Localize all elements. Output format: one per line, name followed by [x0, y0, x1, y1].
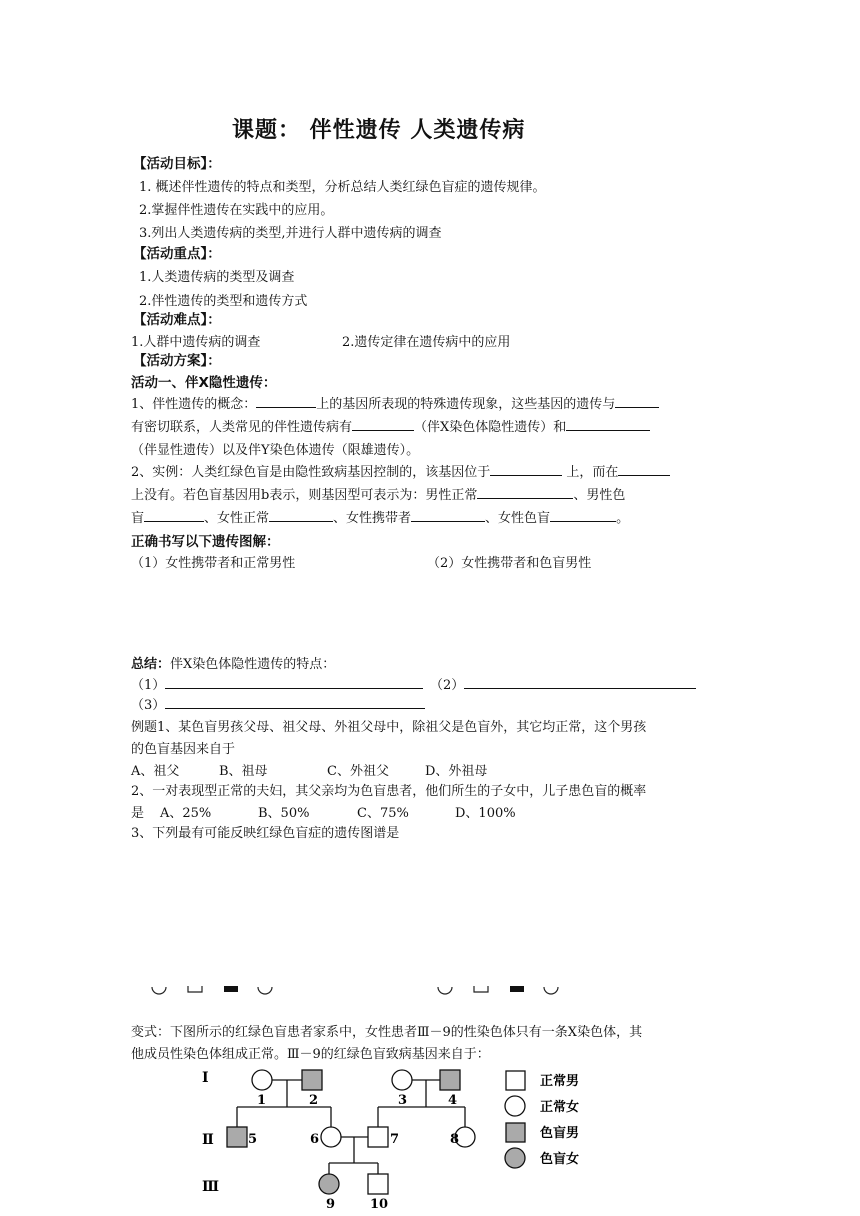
summary-item-2	[430, 674, 696, 693]
num-9: 9	[326, 1197, 336, 1210]
num-5: 5	[248, 1132, 258, 1147]
member-3-normal-female	[392, 1070, 412, 1090]
num-7: 7	[390, 1132, 400, 1147]
num-6: 6	[310, 1132, 320, 1147]
key-point-1: 1.人类遗传病的类型及调查	[139, 270, 295, 285]
q2-prefix: 是	[131, 806, 145, 821]
blank-5[interactable]	[490, 463, 562, 476]
circle-fragment-3	[438, 987, 452, 994]
goal-item-3: 3.列出人类遗传病的类型,并进行人群中遗传病的调查	[139, 226, 442, 241]
summary-label: 总结：	[131, 657, 171, 672]
example-line-1	[131, 461, 670, 480]
legend-colorblind-female-icon	[505, 1148, 525, 1168]
q1-option-a[interactable]: A、祖父	[131, 764, 180, 779]
q2-option-a[interactable]: A、25%	[160, 806, 212, 821]
q2-option-b[interactable]: B、50%	[258, 806, 310, 821]
legend-colorblind-male: 色盲男	[540, 1126, 580, 1141]
summary-blank-3[interactable]	[165, 696, 425, 709]
example-line-3	[131, 507, 629, 526]
variant-line-2: 他成员性染色体组成正常。Ⅲ－9的红绿色盲致病基因来自于：	[131, 1047, 490, 1062]
q1-option-b[interactable]: B、祖母	[219, 764, 268, 779]
diagram-task-heading: 正确书写以下遗传图解：	[131, 534, 280, 550]
member-2-colorblind-male	[302, 1070, 322, 1090]
summary-num-3: （3）	[131, 698, 166, 713]
summary-item-3	[131, 694, 425, 713]
member-9-colorblind-female	[319, 1174, 339, 1194]
q1-option-d[interactable]: D、外祖母	[425, 764, 488, 779]
q2-line-1: 2、一对表现型正常的夫妇，其父亲均为色盲患者，他们所生的子女中，儿子患色盲的概率	[131, 784, 647, 799]
member-5-colorblind-male	[227, 1127, 247, 1147]
legend-normal-male-icon	[506, 1071, 525, 1090]
filled-square-fragment-2	[510, 986, 524, 992]
member-7-normal-male	[368, 1127, 388, 1147]
blank-3[interactable]	[352, 418, 414, 431]
circle-fragment-1	[152, 987, 166, 994]
variant-line-1: 变式：下图所示的红绿色盲患者家系中，女性患者Ⅲ－9的性染色体只有一条X染色体，其	[131, 1025, 643, 1040]
difficulties-heading: 【活动难点】：	[133, 312, 221, 328]
blank-female-blind[interactable]	[550, 509, 616, 522]
legend-normal-female-icon	[505, 1096, 525, 1116]
summary-blank-2[interactable]	[464, 676, 696, 689]
summary-blank-1[interactable]	[165, 676, 423, 689]
goal-item-2: 2.掌握伴性遗传在实践中的应用。	[139, 203, 334, 218]
filled-square-fragment-1	[224, 986, 238, 992]
q1-option-c[interactable]: C、外祖父	[327, 764, 389, 779]
concept-text-b: 上的基因所表现的特殊遗传现象，这些基因的遗传与	[316, 397, 616, 412]
blank-1[interactable]	[256, 395, 316, 408]
example-text-d: 、男性色	[573, 488, 626, 503]
goals-heading: 【活动目标】：	[133, 156, 221, 172]
concept-text-c: 有密切联系，人类常见的伴性遗传病有	[131, 420, 353, 435]
concept-text-a: 1、伴性遗传的概念：	[131, 397, 257, 412]
summary-item-1	[131, 674, 423, 693]
gen-label-1: Ⅰ	[202, 1070, 209, 1086]
circle-fragment-2	[258, 987, 272, 994]
example-text-c: 上没有。若色盲基因用b表示，则基因型可表示为：男性正常	[131, 488, 478, 503]
blank-male-blind[interactable]	[144, 509, 204, 522]
summary-text: 伴X染色体隐性遗传的特点：	[170, 657, 336, 672]
legend-colorblind-female: 色盲女	[540, 1152, 580, 1167]
pedigree-chart	[0, 1060, 860, 1210]
difficulty-item-1: 1.人群中遗传病的调查	[131, 335, 261, 350]
example-text-h: 、女性色盲	[485, 511, 551, 526]
example-text-i: 。	[616, 511, 630, 526]
summary-line	[131, 653, 335, 672]
key-points-heading: 【活动重点】：	[133, 246, 221, 262]
circle-fragment-4	[544, 987, 558, 994]
q1-line-1: 例题1、某色盲男孩父母、祖父母、外祖父母中，除祖父是色盲外，其它均正常，这个男孩	[131, 720, 647, 735]
blank-female-normal[interactable]	[269, 509, 333, 522]
difficulty-item-2: 2.遗传定律在遗传病中的应用	[342, 335, 511, 350]
num-4: 4	[448, 1093, 458, 1108]
legend-normal-male: 正常男	[540, 1074, 580, 1089]
member-1-normal-female	[252, 1070, 272, 1090]
num-8: 8	[450, 1132, 460, 1147]
page-title: 课题： 伴性遗传 人类遗传病	[232, 118, 526, 143]
blank-4[interactable]	[566, 418, 650, 431]
example-text-f: 、女性正常	[204, 511, 270, 526]
gen-label-2: Ⅱ	[202, 1132, 214, 1148]
member-4-colorblind-male	[440, 1070, 460, 1090]
concept-line-2	[131, 416, 650, 435]
example-text-b: 上，而在	[566, 465, 619, 480]
summary-num-2: （2）	[430, 678, 465, 693]
activity1-heading: 活动一、伴X隐性遗传：	[131, 375, 277, 391]
num-3: 3	[398, 1093, 408, 1108]
q3-line: 3、下列最有可能反映红绿色盲症的遗传图谱是	[131, 826, 400, 841]
example-text-a: 2、实例：人类红绿色盲是由隐性致病基因控制的，该基因位于	[131, 465, 491, 480]
gen-label-3: Ⅲ	[202, 1179, 220, 1195]
square-fragment-2	[474, 986, 488, 992]
example-text-e: 盲	[131, 511, 145, 526]
goal-item-1: 1. 概述伴性遗传的特点和类型，分析总结人类红绿色盲症的遗传规律。	[139, 180, 546, 195]
blank-6[interactable]	[618, 463, 670, 476]
q2-option-c[interactable]: C、75%	[357, 806, 409, 821]
q2-option-d[interactable]: D、100%	[455, 806, 516, 821]
blank-male-normal[interactable]	[477, 486, 573, 499]
blank-2[interactable]	[615, 395, 659, 408]
concept-line-1	[131, 393, 659, 412]
summary-num-1: （1）	[131, 678, 166, 693]
member-6-normal-female	[321, 1127, 341, 1147]
num-2: 2	[309, 1093, 319, 1108]
legend-normal-female: 正常女	[540, 1100, 580, 1115]
num-10: 10	[370, 1197, 389, 1210]
legend-colorblind-male-icon	[506, 1123, 525, 1142]
member-10-normal-male	[368, 1174, 388, 1194]
cropped-symbol-row	[0, 986, 860, 1002]
example-line-2	[131, 484, 625, 503]
plan-heading: 【活动方案】：	[133, 353, 221, 369]
key-point-2: 2.伴性遗传的类型和遗传方式	[139, 294, 308, 309]
num-1: 1	[257, 1093, 267, 1108]
blank-female-carrier[interactable]	[411, 509, 485, 522]
example-text-g: 、女性携带者	[333, 511, 412, 526]
square-fragment-1	[188, 986, 202, 992]
diagram-case-1: （1）女性携带者和正常男性	[131, 556, 296, 571]
concept-line-3: （伴显性遗传）以及伴Y染色体遗传（限雄遗传）。	[131, 443, 420, 458]
q1-line-2: 的色盲基因来自于	[131, 742, 236, 757]
concept-text-d: （伴X染色体隐性遗传）和	[414, 420, 567, 435]
diagram-case-2: （2）女性携带者和色盲男性	[427, 556, 592, 571]
